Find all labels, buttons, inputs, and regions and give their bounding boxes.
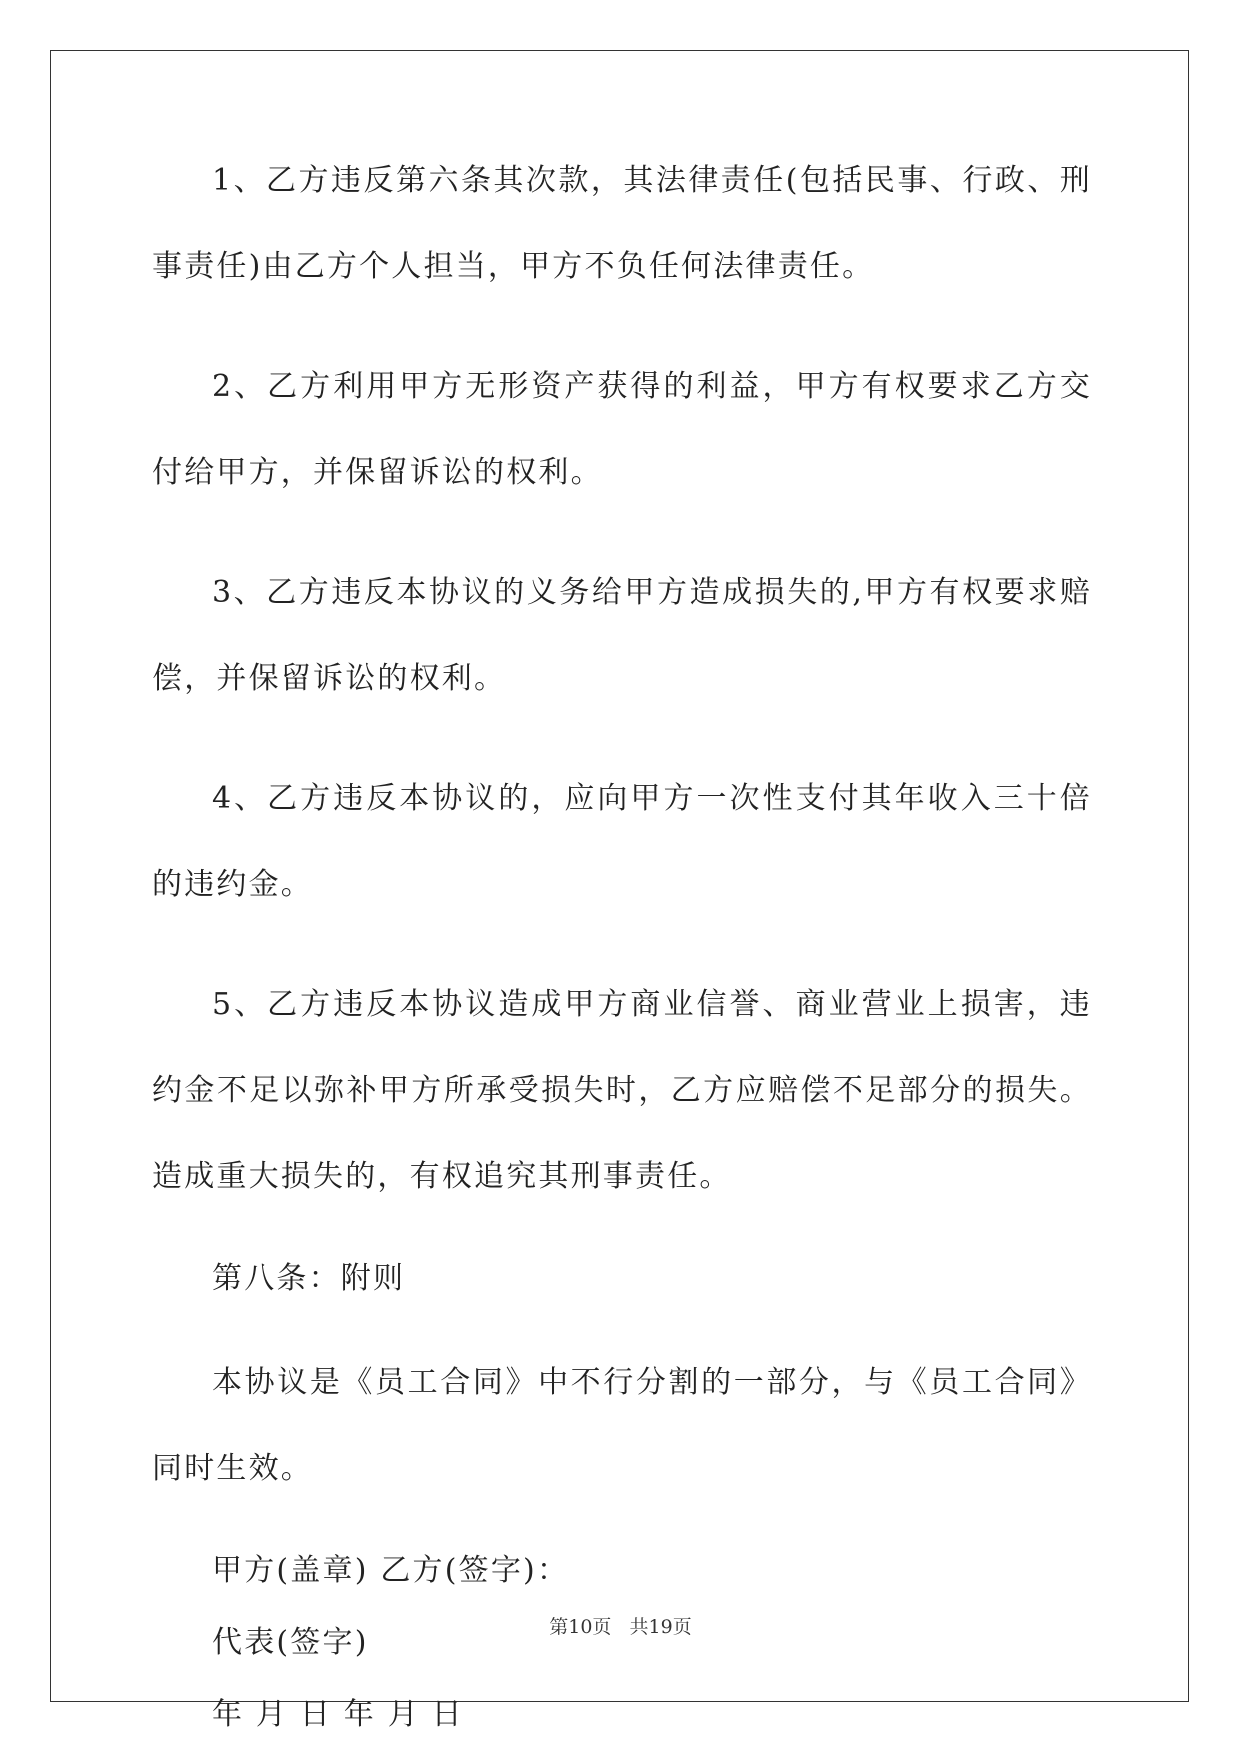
clause-3: 3、乙方违反本协议的义务给甲方造成损失的,甲方有权要求赔偿，并保留诉讼的权利。	[152, 575, 1092, 696]
clause-4: 4、乙方违反本协议的，应向甲方一次性支付其年收入三十倍的违约金。	[152, 781, 1092, 902]
clause-1: 1、乙方违反第六条其次款，其法律责任(包括民事、行政、刑事责任)由乙方个人担当，甲方不负任何法律责任。	[152, 163, 1092, 284]
document-body	[152, 155, 1092, 1762]
page-indicator: 第10页 共19页	[549, 1616, 692, 1638]
clause-5: 5、乙方违反本协议造成甲方商业信誉、商业营业上损害，违约金不足以弥补甲方所承受损失时，乙方应赔偿不足部分的损失。造成重大损失的，有权追究其刑事责任。	[152, 987, 1092, 1194]
closing-paragraph: 本协议是《员工合同》中不行分割的一部分，与《员工合同》同时生效。	[152, 1365, 1092, 1486]
clause-2: 2、乙方利用甲方无形资产获得的利益，甲方有权要求乙方交付给甲方，并保留诉讼的权利。	[152, 369, 1092, 490]
section-heading: 第八条：附则	[212, 1261, 406, 1296]
date-line: 年 月 日 年 月 日	[212, 1697, 464, 1732]
representative-line: 代表(签字)	[212, 1625, 369, 1660]
signature-line: 甲方(盖章) 乙方(签字)：	[212, 1553, 570, 1588]
